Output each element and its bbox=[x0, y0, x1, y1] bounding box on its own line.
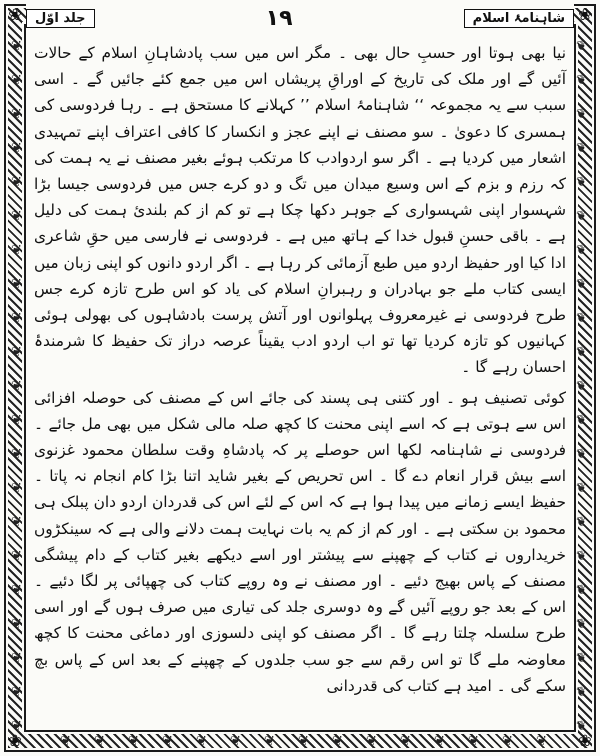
vine-ornament-icon: ❦ bbox=[11, 277, 22, 292]
vine-ornament-icon: ❦ bbox=[60, 734, 71, 749]
vine-ornament-icon: ❦ bbox=[576, 379, 587, 394]
vine-ornament-icon: ❦ bbox=[11, 549, 22, 564]
vine-ornament-icon: ❦ bbox=[230, 734, 241, 749]
vine-ornament-icon: ❦ bbox=[366, 734, 377, 749]
vine-ornament-icon: ❦ bbox=[576, 583, 587, 598]
vine-ornament-icon: ❦ bbox=[576, 277, 587, 292]
vine-ornament-icon: ❦ bbox=[11, 175, 22, 190]
corner-ornament-top-left: ❀ bbox=[8, 5, 22, 24]
page-number: ١٩ bbox=[265, 5, 293, 31]
volume-label: جلد اوّل bbox=[26, 9, 95, 28]
vine-ornament-icon: ❦ bbox=[128, 734, 139, 749]
vine-ornament-icon: ❦ bbox=[11, 39, 22, 54]
vine-ornament-icon: ❦ bbox=[536, 734, 547, 749]
vine-ornament-icon: ❦ bbox=[11, 447, 22, 462]
vine-ornament-icon: ❦ bbox=[576, 175, 587, 190]
paragraph: کوئی تصنیف ہو ۔ اور کتنی ہی پسند کی جائے اس کے مصنف کی حوصلہ افزائی اس سے ہوتی ہے کہ اسے اپنی محنت کا کچھ صلہ مالی شکل میں بھی مل جائے ۔ فردوسی نے شاہنامہ لکھا اس حوصلے پر کہ پادشاہِ وقت سلطان محمود غزنوی اسے بیش قرار انعام دے گا ۔ اس تحریص کے بغیر شاید اتنا بڑا کام انجام نہ پاتا ۔ حفیظ ایسے زمانے میں پیدا ہوا ہے کہ اس کے لئے اس کی قدردان اردو دان پبلک ہی محمود بن سکتی ہے ۔ اور کم از کم یہ بات نہایت ہمت دلانے والی ہے کہ سینکڑوں خریداروں نے کتاب کے چھپنے سے پیشتر اور اسے دیکھے بغیر کتاب کے دام پیشگی مصنف کے پاس بھیج دئیے ۔ اور مصنف نے وہ روپے کتاب کی چھپائی پر لگا دئیے ۔ اس کے بعد جو روپے آئیں گے وہ دوسری جلد کی تیاری میں صرف ہوں گے اور اسی طرح سلسلہ چلتا رہے گا ۔ اگر مصنف کو اپنی دلسوزی اور دماغی محنت کا کچھ معاوضہ ملے گا تو اس رقم سے جو سب جلدوں کے چھپنے کے بعد اس کے پاس بچ سکے گی ۔ امید ہے کتاب کی قدردانی bbox=[34, 388, 566, 695]
vine-ornament-icon: ❦ bbox=[11, 617, 22, 632]
corner-ornament-bottom-left: ❀ bbox=[8, 731, 22, 750]
vine-ornament-icon: ❦ bbox=[162, 734, 173, 749]
vine-ornament-icon: ❦ bbox=[434, 734, 445, 749]
vine-ornament-icon: ❦ bbox=[11, 651, 22, 666]
vine-ornament-icon: ❦ bbox=[502, 734, 513, 749]
vine-ornament-icon: ❦ bbox=[11, 413, 22, 428]
vine-ornament-icon: ❦ bbox=[11, 243, 22, 258]
vine-ornament-icon: ❦ bbox=[576, 447, 587, 462]
vine-ornament-icon: ❦ bbox=[576, 107, 587, 122]
vine-ornament-icon: ❦ bbox=[400, 734, 411, 749]
vine-ornament-icon: ❦ bbox=[576, 617, 587, 632]
corner-ornament-top-right: ❀ bbox=[578, 5, 592, 24]
paragraph: نیا بھی ہوتا اور حسبِ حال بھی ۔ مگر اس میں سب پادشاہانِ اسلام کے حالات آئیں گے اور ملک کی تاریخ کے اوراقِ پریشاں اس میں جمع کئے جائیں گے ۔ اسی سبب سے یہ مجموعہ ‘‘ شاہنامۂ اسلام ’’ کہلانے کا مستحق ہے ۔ رہا فردوسی کی ہمسری کا دعویٰ ۔ سو مصنف نے اپنے عجز و انکسار کا کافی اعتراف اپنے تمہیدی اشعار میں کردیا ہے ۔ اگر سو اردوادب کا مرتکب ہوئے بغیر مصنف نے یہ ہمت کی کہ رزم و بزم کے اس وسیع میدان میں تگ و دو کرے جس میں فردوسی جیسا بڑا شہسوار اپنی شہسواری کے جوہر دکھا چکا ہے تو کم از کم بلندیٔ ہمت کی دلیل ہے ۔ باقی حسنِ قبول خدا کے ہاتھ میں ہے ۔ فردوسی نے فارسی میں حقِ شاعری ادا کیا اور حفیظ اردو میں طبع آزمائی کر رہا ہے ۔ اگر اردو دانوں کو اپنی زبان میں ایسی کتاب ملے جو بہادران و رہبرانِ اسلام کی یاد کو اس طرح تازہ کرے جس طرح فردوسی نے غیرمعروف پہلوانوں اور آتش پرست بادشاہوں کی بھولی ہوئی کہانیوں کو تازہ کردیا تھا تو اب اردو ادب یقیناً عرصہ دراز تک حفیظ کا شرمندۂ احسان رہے گا ۔ bbox=[34, 44, 566, 377]
vine-ornament-icon: ❦ bbox=[576, 243, 587, 258]
vine-ornament-icon: ❦ bbox=[576, 413, 587, 428]
vine-ornament-icon: ❦ bbox=[196, 734, 207, 749]
vine-ornament-icon: ❦ bbox=[298, 734, 309, 749]
vine-ornament-icon: ❦ bbox=[576, 651, 587, 666]
vine-ornament-icon: ❦ bbox=[576, 549, 587, 564]
page-header bbox=[26, 4, 574, 32]
vine-ornament-icon: ❦ bbox=[576, 685, 587, 700]
vine-ornament-icon: ❦ bbox=[264, 734, 275, 749]
vine-ornament-icon: ❦ bbox=[11, 583, 22, 598]
vine-ornament-icon: ❦ bbox=[11, 345, 22, 360]
vine-ornament-icon: ❦ bbox=[576, 515, 587, 530]
vine-ornament-icon: ❦ bbox=[576, 141, 587, 156]
vine-ornament-icon: ❦ bbox=[576, 311, 587, 326]
book-title: شاہنامۂ اسلام bbox=[464, 9, 574, 28]
vine-ornament-icon: ❦ bbox=[11, 107, 22, 122]
vine-ornament-icon: ❦ bbox=[576, 39, 587, 54]
vine-ornament-icon: ❦ bbox=[11, 311, 22, 326]
vine-ornament-icon: ❦ bbox=[576, 345, 587, 360]
vine-ornament-icon: ❦ bbox=[11, 209, 22, 224]
vine-ornament-icon: ❦ bbox=[11, 379, 22, 394]
vine-ornament-icon: ❦ bbox=[468, 734, 479, 749]
vine-ornament-icon: ❦ bbox=[11, 481, 22, 496]
vine-ornament-icon: ❦ bbox=[332, 734, 343, 749]
vine-ornament-icon: ❦ bbox=[11, 515, 22, 530]
corner-ornament-bottom-right: ❀ bbox=[578, 731, 592, 750]
body-text bbox=[34, 40, 566, 726]
vine-ornament-icon: ❦ bbox=[11, 719, 22, 734]
vine-ornament-icon: ❦ bbox=[576, 73, 587, 88]
vine-ornament-icon: ❦ bbox=[576, 209, 587, 224]
vine-ornament-icon: ❦ bbox=[576, 481, 587, 496]
vine-ornament-icon: ❦ bbox=[11, 141, 22, 156]
vine-ornament-icon: ❦ bbox=[11, 73, 22, 88]
vine-ornament-icon: ❦ bbox=[11, 685, 22, 700]
vine-ornament-icon: ❦ bbox=[94, 734, 105, 749]
vine-ornament-icon: ❦ bbox=[576, 719, 587, 734]
